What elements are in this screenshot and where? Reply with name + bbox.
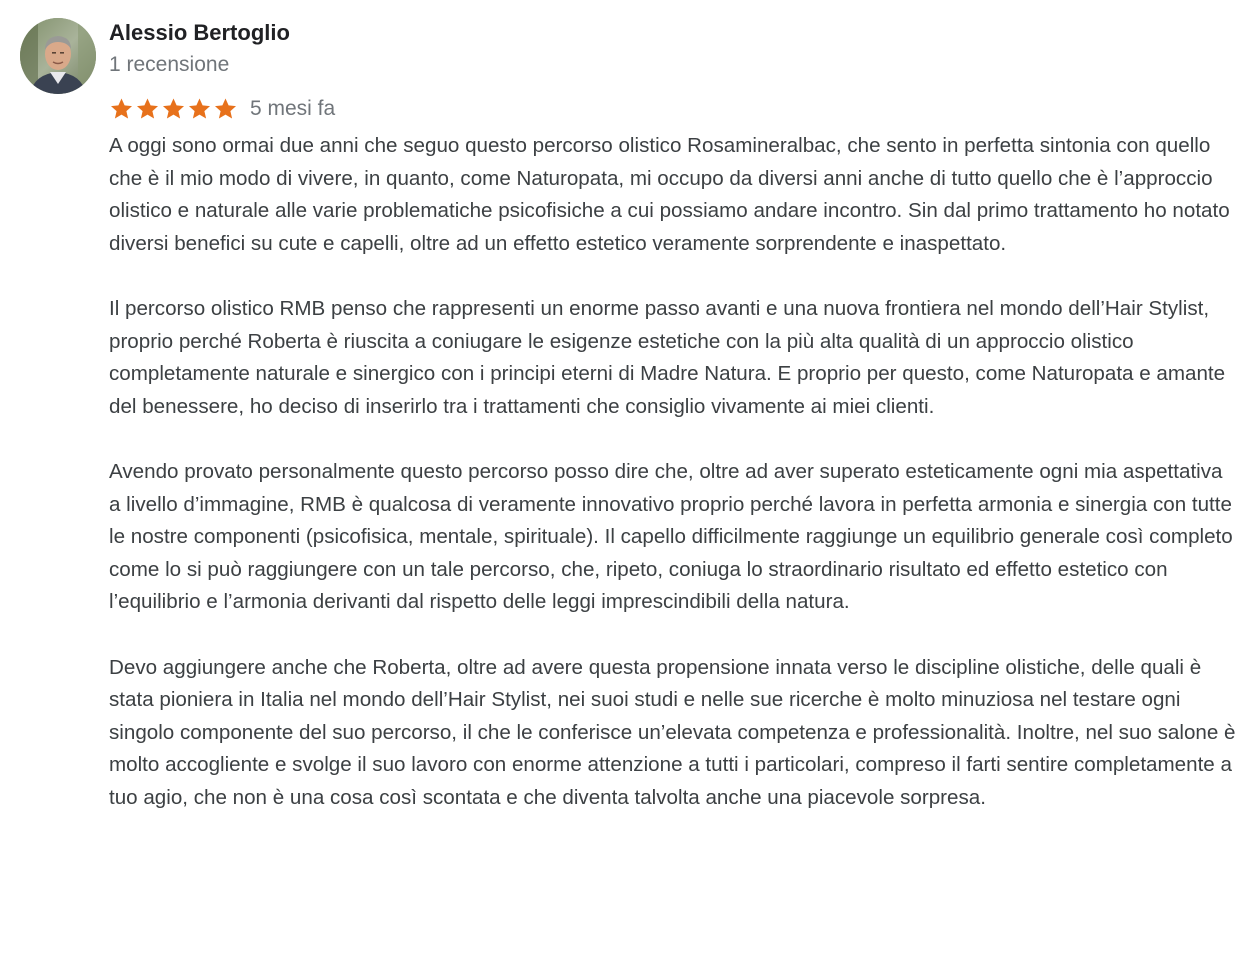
avatar[interactable] [20, 18, 96, 94]
star-rating [109, 97, 239, 121]
star-icon [187, 97, 212, 121]
review-paragraph: A oggi sono ormai due anni che seguo questo percorso olistico Rosamineralbac, che sento in perfetta sintonia con quello che è il mio modo di vivere, in quanto, come Naturopata, mi occupo da diversi anni anche di tutto quello che è l’approccio olistico e naturale alle varie problematiche psicofisiche a cui possiamo andare incontro. Sin dal primo trattamento ho notato diversi benefici su cute e capelli, oltre ad un effetto estetico veramente sorprendente e inaspettato. [109, 134, 1230, 255]
review-paragraph: Devo aggiungere anche che Roberta, oltre ad avere questa propensione innata verso le discipline olistiche, delle quali è stata pioniera in Italia nel mondo dell’Hair Stylist, nei suoi studi e nelle sue ricerche è molto minuziosa nel testare ogni singolo componente del suo percorso, il che le conferisce un’elevata competenza e professionalità. Inoltre, nel suo salone è molto accogliente e svolge il suo lavoro con enorme attenzione a tutti i particolari, compreso il farti sentire completamente a tuo agio, che non è una cosa così scontata e che diventa talvolta anche una piacevole sorpresa. [109, 655, 1236, 809]
star-icon [109, 97, 134, 121]
review-paragraph: Avendo provato personalmente questo percorso posso dire che, oltre ad aver superato esteticamente ogni mia aspettativa a livello d’immagine, RMB è qualcosa di veramente innovativo proprio perché lavora in perfetta armonia e sinergia con tutte le nostre componenti (psicofisica, mentale, spirituale). Il capello difficilmente raggiunge un equilibrio generale così completo come lo si può raggiungere con un tale percorso, che, ripeto, coniuga lo straordinario risultato ed effetto estetico con l’equilibrio e l’armonia derivanti dal rispetto delle leggi imprescindibili della natura. [109, 459, 1233, 614]
review-text [109, 130, 1237, 814]
review-paragraph: Il percorso olistico RMB penso che rappresenti un enorme passo avanti e una nuova frontiera nel mondo dell’Hair Stylist, proprio perché Roberta è riuscita a coniugare le esigenze estetiche con la più alta qualità di un approccio olistico completamente naturale e sinergico con i principi eterni di Madre Natura. E proprio per questo, come Naturopata e amante del benessere, ho deciso di inserirlo tra i trattamenti che consiglio vivamente ai miei clienti. [109, 296, 1226, 418]
star-icon [213, 97, 238, 121]
rating-row [109, 95, 335, 123]
user-photo-avatar-icon [20, 18, 96, 94]
author-name[interactable]: Alessio Bertoglio [109, 20, 290, 45]
author-review-count[interactable]: 1 recensione [109, 53, 230, 76]
star-icon [161, 97, 186, 121]
star-icon [135, 97, 160, 121]
review-date: 5 mesi fa [250, 97, 336, 120]
